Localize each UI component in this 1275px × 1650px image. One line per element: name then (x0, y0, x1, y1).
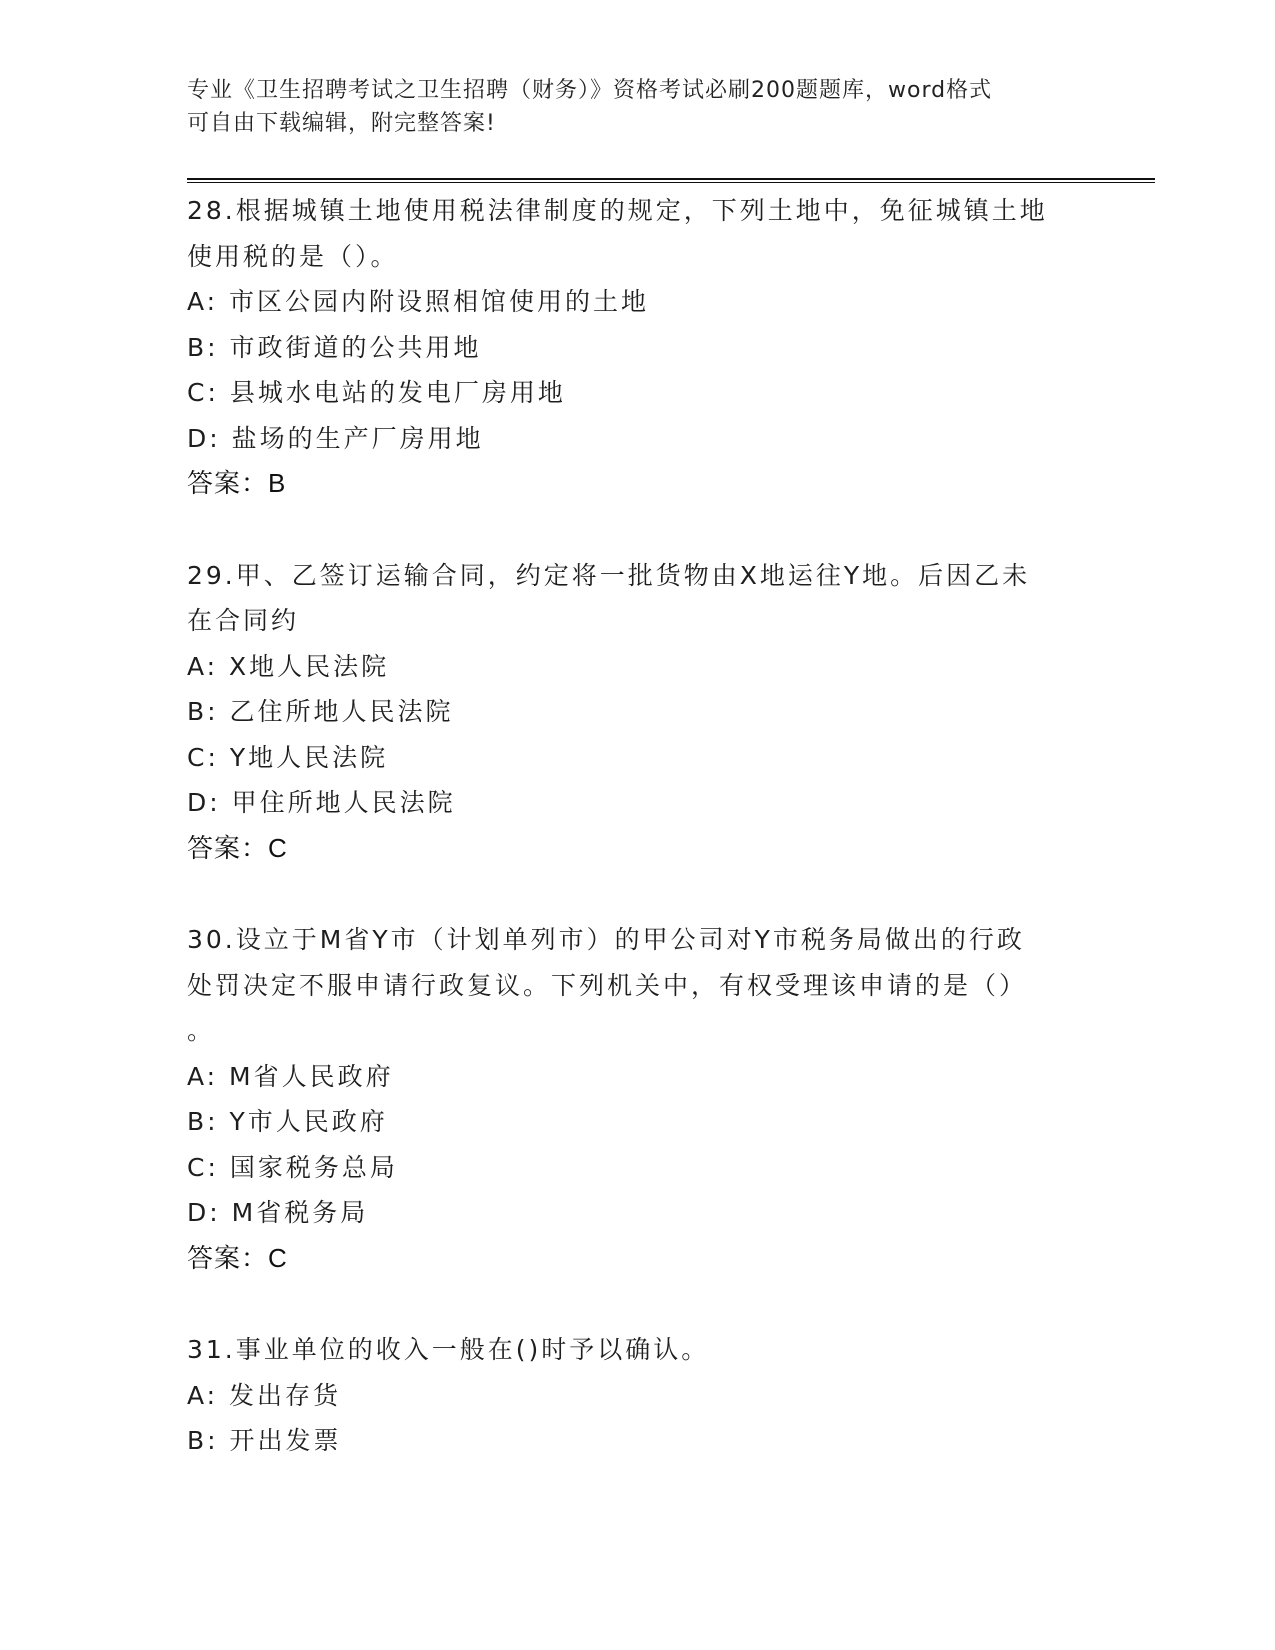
question-text: 在合同约 (187, 606, 300, 635)
question-text: 使用税的是（）。 (187, 241, 399, 271)
header-divider-thick (187, 178, 1155, 180)
question-text: 。 (187, 1016, 216, 1045)
question-text: 30.设立于M省Y市（计划单列市）的甲公司对Y市税务局做出的行政 (187, 925, 1025, 954)
question-31 (187, 1327, 1087, 1464)
question-list (187, 188, 1087, 1464)
option-b: B: 乙住所地人民法院 (187, 697, 454, 726)
header-divider-thin (187, 182, 1155, 183)
option-c: C: 县城水电站的发电厂房用地 (187, 378, 566, 407)
option-a: A: 市区公园内附设照相馆使用的土地 (187, 287, 650, 316)
option-a: A: X地人民法院 (187, 651, 390, 681)
option-c: C: 国家税务总局 (187, 1152, 398, 1182)
option-c: C: Y地人民法院 (187, 742, 389, 772)
answer-label: 答案：B (187, 468, 287, 498)
option-b: B: Y市人民政府 (187, 1107, 388, 1136)
option-a: A: 发出存货 (187, 1380, 342, 1410)
option-d: D: 盐场的生产厂房用地 (187, 423, 484, 453)
option-d: D: 甲住所地人民法院 (187, 788, 456, 817)
question-30 (187, 917, 1087, 1281)
question-text: 31.事业单位的收入一般在()时予以确认。 (187, 1335, 710, 1364)
answer-label: 答案：C (187, 832, 288, 863)
answer-label: 答案：C (187, 1242, 288, 1273)
option-b: B: 开出发票 (187, 1426, 342, 1455)
header-line-2: 可自由下载编辑，附完整答案! (187, 111, 496, 136)
option-b: B: 市政街道的公共用地 (187, 332, 482, 362)
question-29 (187, 553, 1087, 872)
option-d: D: M省税务局 (187, 1198, 369, 1227)
question-text: 处罚决定不服申请行政复议。下列机关中，有权受理该申请的是（） (187, 970, 1028, 1000)
header-line-1: 专业《卫生招聘考试之卫生招聘（财务）》资格考试必刷200题题库，word格式 (187, 78, 993, 103)
document-header (187, 74, 1087, 140)
question-text: 29.甲、乙签订运输合同，约定将一批货物由X地运往Y地。后因乙未 (187, 560, 1031, 590)
option-a: A: M省人民政府 (187, 1061, 394, 1091)
question-text: 28.根据城镇土地使用税法律制度的规定，下列土地中，免征城镇土地 (187, 196, 1048, 225)
question-28 (187, 188, 1087, 507)
